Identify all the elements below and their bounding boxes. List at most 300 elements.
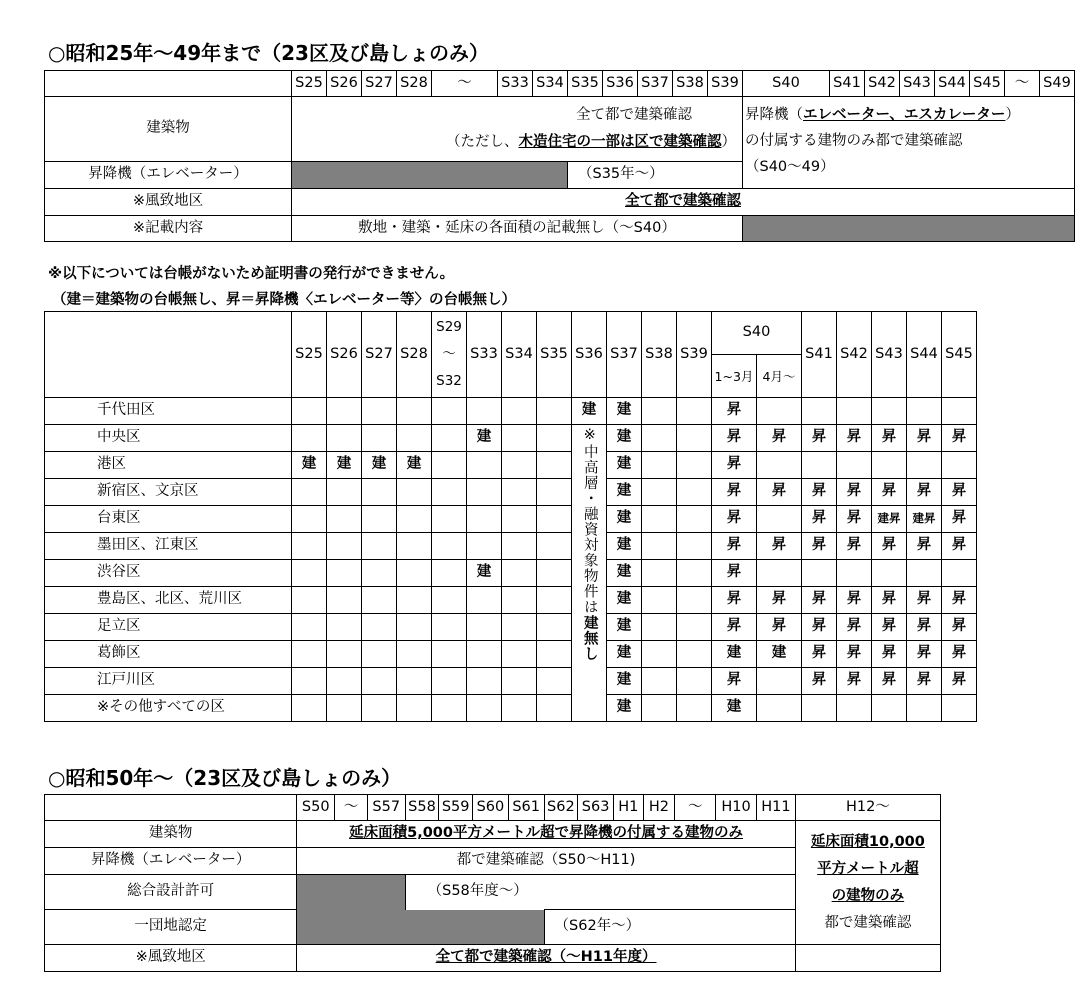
ward-cell [837,452,872,479]
ward-cell: 昇 [712,398,757,425]
ward-cell: 建 [607,668,642,695]
ward-cell: 昇 [712,668,757,695]
ward-cell [642,614,677,641]
ward-cell [397,668,432,695]
row-label-building: 建築物 [45,821,297,848]
right-text-1 [745,102,1074,128]
ward-cell: 建昇 [872,506,907,533]
ward-cell [677,587,712,614]
ward-cell [677,452,712,479]
ward-cell: 昇 [802,506,837,533]
ward-cell [362,560,397,587]
year-header: S59 [439,795,473,821]
year-header: ～ [335,795,368,821]
ward-cell [432,452,467,479]
table3-header-row [45,795,941,821]
table-1975-onward [44,794,941,972]
row-label-scenic: ※風致地区 [45,945,297,972]
vertical-note [572,425,607,722]
ward-cell [677,425,712,452]
s32-label: S32 [436,373,462,389]
ward-cell [327,533,362,560]
year-header: S43 [872,312,907,398]
ward-cell: 昇 [872,614,907,641]
right-text-1-b: エレベーター、エスカレーター [803,107,1006,123]
ward-cell [502,614,537,641]
ward-cell: 建 [292,452,327,479]
year-header: S42 [837,312,872,398]
ward-row [45,695,977,722]
ward-cell [397,506,432,533]
ward-cell [642,506,677,533]
ward-cell: 昇 [872,533,907,560]
building-row [45,821,941,848]
ward-cell [802,398,837,425]
ward-cell [432,533,467,560]
year-header: S36 [603,71,638,97]
year-header: S28 [397,71,432,97]
ward-cell [432,641,467,668]
ward-cell: 建 [467,425,502,452]
ward-row [45,506,977,533]
ward-cell: 昇 [907,641,942,668]
ward-cell [837,560,872,587]
ward-cell: 昇 [712,560,757,587]
scenic-text: 全て都で建築確認 [292,189,1075,216]
ward-cell: 昇 [757,587,802,614]
ward-cell [642,587,677,614]
ward-cell [397,425,432,452]
year-header: S33 [467,312,502,398]
s40-sub-header: 1~3月 [712,355,757,398]
ward-cell [292,425,327,452]
ward-cell: 昇 [802,479,837,506]
h12-line-4: 都で建築確認 [824,914,912,931]
ward-cell [362,479,397,506]
h12-description [795,821,940,945]
s40-sub-header: 4月～ [757,355,802,398]
ward-cell [837,695,872,722]
vertical-note-b: 建無し [581,614,598,661]
year-header-s40: S40 [712,312,802,355]
ward-cell [802,560,837,587]
ward-cell [537,587,572,614]
ward-cell: 昇 [907,614,942,641]
row-label-building: 建築物 [45,97,292,162]
year-header: H12～ [795,795,940,821]
ward-cell [502,425,537,452]
ward-cell [432,425,467,452]
year-header: S45 [942,312,977,398]
ward-cell [502,695,537,722]
ward-cell [677,695,712,722]
year-header: H11 [756,795,795,821]
ward-cell [362,425,397,452]
ward-cell: 昇 [802,425,837,452]
ward-cell: 昇 [942,479,977,506]
year-header: S37 [607,312,642,398]
year-header: S26 [327,71,362,97]
elevator-text: 都で建築確認（S50～H11) [297,848,795,875]
ward-cell: 昇 [837,641,872,668]
ward-cell [537,506,572,533]
ward-cell [292,479,327,506]
scenic-row [45,945,941,972]
ward-cell: 建 [607,587,642,614]
year-header: S33 [498,71,533,97]
ward-cell: 昇 [837,533,872,560]
ward-cell [677,506,712,533]
year-header: S27 [362,71,397,97]
ward-cell [502,641,537,668]
s29-label: S29 [436,319,462,335]
gray-block [297,910,544,945]
ward-cell [502,506,537,533]
ward-cell: 昇 [757,614,802,641]
ward-cell: 昇 [712,425,757,452]
ward-cell [327,587,362,614]
ward-cell: 昇 [942,587,977,614]
ward-cell [397,560,432,587]
ward-cell [502,668,537,695]
ward-cell: 昇 [757,425,802,452]
ward-cell [397,641,432,668]
year-header: S35 [568,71,603,97]
ward-cell: 建 [607,452,642,479]
ward-cell: 昇 [712,479,757,506]
ward-cell [642,479,677,506]
ward-cell [292,668,327,695]
ward-cell [362,695,397,722]
ward-cell: 昇 [907,587,942,614]
ward-cell [397,695,432,722]
ward-cell [432,614,467,641]
ward-row [45,452,977,479]
ward-cell: 昇 [712,614,757,641]
ward-cell [327,695,362,722]
ward-cell [837,398,872,425]
year-header: ～ [675,795,716,821]
year-header: S27 [362,312,397,398]
ward-cell [757,560,802,587]
ward-cell: 昇 [837,479,872,506]
ward-cell: 昇 [942,533,977,560]
ward-cell: 昇 [802,587,837,614]
year-header: S40 [743,71,830,97]
building-text-2-b: 木造住宅の一部は区で建築確認 [518,134,722,150]
ward-cell: 昇 [872,587,907,614]
table2-header-row-1 [45,312,977,355]
ward-name: 港区 [45,452,292,479]
ward-cell: 昇 [802,614,837,641]
ward-cell: 建 [607,398,642,425]
ward-cell [432,668,467,695]
ward-cell [642,668,677,695]
ward-cell [872,560,907,587]
ward-cell [292,641,327,668]
ward-cell: 昇 [942,425,977,452]
year-header: S35 [537,312,572,398]
ward-name: 江戸川区 [45,668,292,695]
ward-cell [537,695,572,722]
ward-cell: 建 [607,506,642,533]
gray-block [297,875,405,910]
ward-row [45,668,977,695]
ward-cell: 建 [607,425,642,452]
year-header: S34 [502,312,537,398]
ward-cell [467,479,502,506]
ward-cell [677,533,712,560]
ward-cell [537,614,572,641]
empty-cell [795,945,940,972]
ward-cell [397,587,432,614]
right-text-1-a: 昇降機（ [745,107,803,123]
ward-cell: 昇 [802,533,837,560]
ward-cell [292,560,327,587]
header-corner [45,795,297,821]
right-text-2: の付属する建物のみ都で建築確認 [745,133,963,149]
ward-cell [292,398,327,425]
ward-cell [327,398,362,425]
vertical-note-a: ※中高層・融資対象物件は [581,427,598,615]
ward-cell: 昇 [712,506,757,533]
ward-cell [432,398,467,425]
ward-cell [292,533,327,560]
ward-cell [757,668,802,695]
ward-cell [362,614,397,641]
ward-cell: 建 [362,452,397,479]
ward-cell: 昇 [872,668,907,695]
ward-cell: 昇 [837,668,872,695]
ward-cell [757,398,802,425]
year-header: H10 [716,795,757,821]
year-header: S44 [935,71,970,97]
ward-cell: 昇 [757,479,802,506]
gray-block [292,162,568,189]
ward-row [45,479,977,506]
ward-cell [642,452,677,479]
ward-cell [537,398,572,425]
ward-cell: 建 [397,452,432,479]
year-header: H1 [613,795,643,821]
ward-cell [467,695,502,722]
ward-cell: 建 [607,533,642,560]
year-header: S57 [367,795,405,821]
row-label-elevator: 昇降機（エレベーター） [45,848,297,875]
notice-line-1: ※以下については台帳がないため証明書の発行ができません。 [48,266,455,282]
year-header: S63 [578,795,614,821]
year-header: S25 [292,71,327,97]
ward-cell: 昇 [942,668,977,695]
ward-cell [907,398,942,425]
ward-name: 墨田区、江東区 [45,533,292,560]
ward-cell [757,695,802,722]
ward-cell [757,452,802,479]
ichidan-note: （S62年～） [544,910,795,945]
ward-cell: 建 [467,560,502,587]
year-header: S25 [292,312,327,398]
ward-cell [502,479,537,506]
ward-cell [872,398,907,425]
ward-cell [467,398,502,425]
year-header: S44 [907,312,942,398]
ward-cell [537,452,572,479]
ward-cell: 建 [712,641,757,668]
row-label-scenic: ※風致地区 [45,189,292,216]
year-header: ～ [1005,71,1040,97]
ward-cell [677,398,712,425]
year-header: S49 [1040,71,1075,97]
ward-name: ※その他すべての区 [45,695,292,722]
ward-cell [942,398,977,425]
ward-cell: 昇 [837,614,872,641]
ward-name: 豊島区、北区、荒川区 [45,587,292,614]
ward-row [45,398,977,425]
building-text-2 [292,129,736,156]
ward-cell [802,695,837,722]
ward-row [45,533,977,560]
building-text-2-c: ） [721,134,736,150]
year-header: S37 [638,71,673,97]
year-header: S43 [900,71,935,97]
ward-cell: 建 [607,641,642,668]
ward-cell [467,587,502,614]
ward-cell [397,614,432,641]
ward-cell [292,506,327,533]
ward-cell [327,425,362,452]
ward-cell [872,452,907,479]
ward-cell [467,506,502,533]
h12-line-2: 平方メートル超 [817,860,919,877]
ward-name: 千代田区 [45,398,292,425]
ward-cell: 昇 [942,614,977,641]
ward-cell [677,641,712,668]
building-row [45,97,1075,162]
ward-cell [677,479,712,506]
header-corner [45,71,292,97]
gray-block [743,216,1075,242]
ward-cell: 建 [327,452,362,479]
ward-cell: 建 [712,695,757,722]
row-label-ichidan: 一団地認定 [45,910,297,945]
ward-cell: 建 [607,695,642,722]
ward-cell [432,479,467,506]
ward-cell [907,695,942,722]
building-text-2-a: （ただし、 [446,134,519,150]
ward-cell: 昇 [712,452,757,479]
ward-cell [432,560,467,587]
ward-cell [537,479,572,506]
right-text-3: （S40～49） [745,159,835,175]
ward-cell: 昇 [837,506,872,533]
year-header: ～ [432,71,498,97]
ward-cell [537,425,572,452]
ward-cell: 昇 [907,533,942,560]
ward-cell [942,452,977,479]
ward-cell [327,668,362,695]
scenic-text: 全て都で建築確認（～H11年度） [297,945,795,972]
year-header: S28 [397,312,432,398]
ward-cell: 昇 [907,668,942,695]
ward-cell [802,452,837,479]
ward-cell [907,452,942,479]
ward-row [45,587,977,614]
ward-cell [292,614,327,641]
ward-cell [362,506,397,533]
general-design-note: （S58年度～） [405,875,795,910]
ward-cell [677,560,712,587]
ward-cell [537,641,572,668]
ward-row [45,641,977,668]
ward-cell [292,587,327,614]
ward-rows [45,398,977,722]
ward-cell: 建 [607,614,642,641]
ward-name: 台東区 [45,506,292,533]
year-header: S39 [677,312,712,398]
ward-cell [362,668,397,695]
table1-header-row [45,71,1075,97]
ward-cell: 昇 [802,641,837,668]
ward-cell: 昇 [872,479,907,506]
ward-cell [642,533,677,560]
year-header: S34 [533,71,568,97]
building-description [292,97,743,162]
ward-cell [537,533,572,560]
ward-cell: 昇 [837,425,872,452]
ward-cell [537,668,572,695]
ward-cell [327,479,362,506]
ward-cell [502,587,537,614]
ward-cell [432,695,467,722]
building-text: 延床面積5,000平方メートル超で昇降機の付属する建物のみ [297,821,795,848]
ward-cell [327,614,362,641]
ward-cell [362,587,397,614]
section3-title: ○昭和50年～（23区及び島しょのみ） [48,766,402,790]
record-text: 敷地・建築・延床の各面積の記載無し（～S40） [292,216,743,242]
elevator-attached-description [743,97,1075,189]
year-header: S26 [327,312,362,398]
ward-cell [397,398,432,425]
ward-cell [432,587,467,614]
record-row [45,216,1075,242]
ward-name: 足立区 [45,614,292,641]
ward-cell [467,614,502,641]
ward-name: 新宿区、文京区 [45,479,292,506]
ward-name: 中央区 [45,425,292,452]
ward-cell: 昇 [712,587,757,614]
ward-name: 渋谷区 [45,560,292,587]
ward-cell [642,398,677,425]
ward-cell [757,506,802,533]
ward-cell [467,641,502,668]
row-label-general-design: 総合設計許可 [45,875,297,910]
ward-cell [872,695,907,722]
ward-cell [677,614,712,641]
year-header: S58 [405,795,439,821]
ward-cell: 昇 [802,668,837,695]
ward-cell: 昇 [942,641,977,668]
ward-cell [397,479,432,506]
row-label-elevator: 昇降機（エレベーター） [45,162,292,189]
year-header: S38 [642,312,677,398]
year-header: S45 [970,71,1005,97]
ward-cell [502,560,537,587]
ward-cell [942,560,977,587]
year-header: S50 [297,795,335,821]
ward-cell [502,452,537,479]
ward-cell: 建昇 [907,506,942,533]
ward-cell [642,560,677,587]
